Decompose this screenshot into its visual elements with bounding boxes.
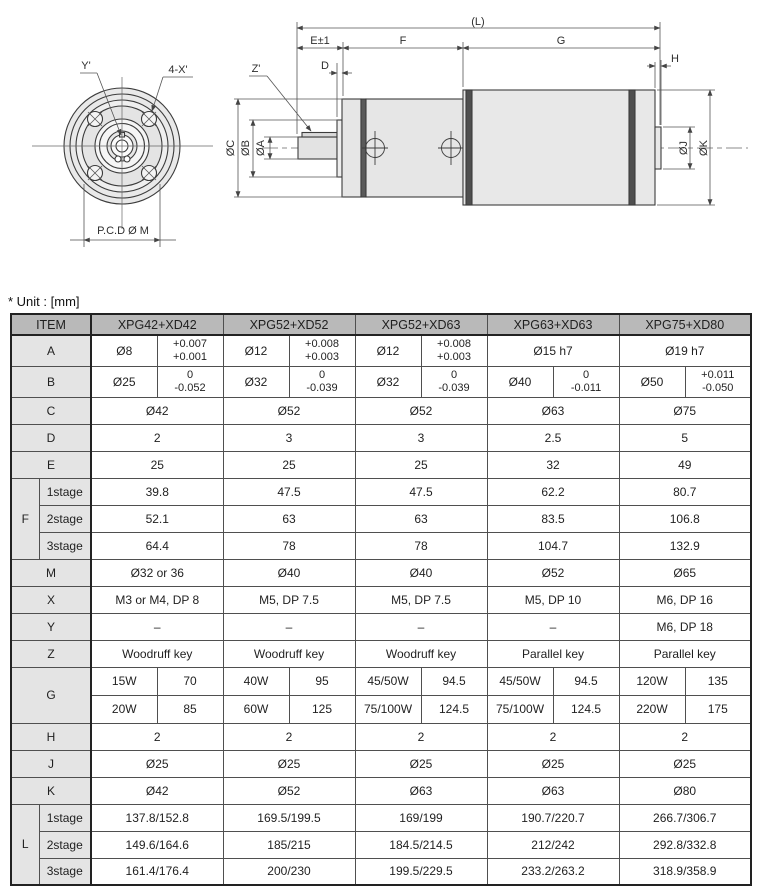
- value-cell: M5, DP 7.5: [355, 586, 487, 613]
- value-cell: M5, DP 10: [487, 586, 619, 613]
- value-cell: Ø25: [355, 750, 487, 777]
- value-cell: Ø40: [223, 559, 355, 586]
- item-cell: A: [11, 335, 91, 366]
- value-cell: Ø52: [487, 559, 619, 586]
- value-cell: 104.7: [487, 532, 619, 559]
- label-bolt-holes: 4-X': [168, 64, 188, 76]
- item-header-cell: ITEM: [11, 314, 91, 335]
- rear-boss: [655, 127, 661, 169]
- spec-table-body: [11, 335, 751, 885]
- value-cell: 185/215: [223, 831, 355, 858]
- value-cell: 47.5: [223, 478, 355, 505]
- value-cell: Ø15 h7: [487, 335, 619, 366]
- label-y-tap: Y': [81, 60, 91, 72]
- value-cell: M5, DP 7.5: [223, 586, 355, 613]
- row-E: [11, 451, 751, 478]
- label-key: Z': [251, 63, 261, 75]
- item-cell: L: [11, 804, 39, 885]
- gearmotor-drawing: [0, 0, 759, 292]
- value-cell: Ø42: [91, 397, 223, 424]
- item-cell: E: [11, 451, 91, 478]
- value-cell: Ø52: [355, 397, 487, 424]
- motor-front-ring: [466, 90, 472, 205]
- tolerance-cell: +0.008 +0.003: [289, 335, 355, 366]
- value-cell: 85: [157, 695, 223, 723]
- label-dim-f: F: [399, 35, 407, 47]
- row-A: [11, 335, 751, 366]
- value-cell: Ø25: [619, 750, 751, 777]
- model-header-cell: XPG52+XD63: [355, 314, 487, 335]
- value-cell: M6, DP 16: [619, 586, 751, 613]
- model-header-cell: XPG63+XD63: [487, 314, 619, 335]
- value-cell: Ø50: [619, 366, 685, 397]
- value-cell: 169.5/199.5: [223, 804, 355, 831]
- row-G-1: [11, 667, 751, 695]
- value-cell: 78: [355, 532, 487, 559]
- value-cell: 135: [685, 667, 751, 695]
- value-cell: 200/230: [223, 858, 355, 885]
- item-cell: Y: [11, 613, 91, 640]
- value-cell: 149.6/164.6: [91, 831, 223, 858]
- unit-note: * Unit : [mm]: [8, 294, 80, 309]
- value-cell: 106.8: [619, 505, 751, 532]
- value-cell: Ø75: [619, 397, 751, 424]
- value-cell: 120W: [619, 667, 685, 695]
- value-cell: Ø40: [355, 559, 487, 586]
- spec-table: [10, 313, 752, 886]
- value-cell: 70: [157, 667, 223, 695]
- value-cell: Ø42: [91, 777, 223, 804]
- value-cell: 199.5/229.5: [355, 858, 487, 885]
- spec-table-head: [11, 314, 751, 335]
- item-cell: B: [11, 366, 91, 397]
- item-cell: J: [11, 750, 91, 777]
- row-L-1stage: [11, 804, 751, 831]
- value-cell: M3 or M4, DP 8: [91, 586, 223, 613]
- value-cell: 161.4/176.4: [91, 858, 223, 885]
- value-cell: Woodruff key: [355, 640, 487, 667]
- row-D: [11, 424, 751, 451]
- value-cell: 3: [223, 424, 355, 451]
- value-cell: Ø32: [223, 366, 289, 397]
- value-cell: 78: [223, 532, 355, 559]
- value-cell: 32: [487, 451, 619, 478]
- value-cell: –: [223, 613, 355, 640]
- value-cell: Ø63: [355, 777, 487, 804]
- value-cell: 25: [223, 451, 355, 478]
- value-cell: Ø80: [619, 777, 751, 804]
- value-cell: Ø63: [487, 397, 619, 424]
- value-cell: Ø25: [487, 750, 619, 777]
- value-cell: 220W: [619, 695, 685, 723]
- item-cell: D: [11, 424, 91, 451]
- value-cell: Ø63: [487, 777, 619, 804]
- value-cell: 212/242: [487, 831, 619, 858]
- stage-label-cell: 1stage: [39, 804, 91, 831]
- value-cell: 25: [91, 451, 223, 478]
- gearbox-flange: [342, 99, 361, 197]
- value-cell: Woodruff key: [223, 640, 355, 667]
- value-cell: Ø32: [355, 366, 421, 397]
- model-header-cell: XPG52+XD52: [223, 314, 355, 335]
- item-cell: X: [11, 586, 91, 613]
- value-cell: 233.2/263.2: [487, 858, 619, 885]
- value-cell: M6, DP 18: [619, 613, 751, 640]
- value-cell: 39.8: [91, 478, 223, 505]
- value-cell: 64.4: [91, 532, 223, 559]
- value-cell: 45/50W: [487, 667, 553, 695]
- row-G-2: [11, 695, 751, 723]
- value-cell: 292.8/332.8: [619, 831, 751, 858]
- value-cell: Ø25: [91, 366, 157, 397]
- value-cell: 94.5: [553, 667, 619, 695]
- tolerance-cell: +0.007 +0.001: [157, 335, 223, 366]
- row-C: [11, 397, 751, 424]
- value-cell: 2: [91, 723, 223, 750]
- value-cell: 124.5: [421, 695, 487, 723]
- label-dim-e: E±1: [310, 35, 330, 47]
- row-X: [11, 586, 751, 613]
- value-cell: 63: [355, 505, 487, 532]
- output-shaft: [298, 137, 337, 159]
- row-F-2stage: [11, 505, 751, 532]
- value-cell: Ø52: [223, 777, 355, 804]
- value-cell: Woodruff key: [91, 640, 223, 667]
- value-cell: 2: [91, 424, 223, 451]
- value-cell: 63: [223, 505, 355, 532]
- value-cell: 80.7: [619, 478, 751, 505]
- value-cell: Ø12: [223, 335, 289, 366]
- row-L-3stage: [11, 858, 751, 885]
- value-cell: Ø25: [223, 750, 355, 777]
- label-dia-a: ØA: [255, 140, 267, 156]
- value-cell: Ø32 or 36: [91, 559, 223, 586]
- value-cell: 40W: [223, 667, 289, 695]
- technical-drawing: [0, 0, 759, 292]
- label-dim-d: D: [321, 60, 329, 72]
- value-cell: –: [487, 613, 619, 640]
- value-cell: 318.9/358.9: [619, 858, 751, 885]
- shaft-key: [302, 133, 337, 138]
- label-dim-h: H: [671, 53, 679, 65]
- value-cell: –: [91, 613, 223, 640]
- tolerance-cell: 0 -0.039: [289, 366, 355, 397]
- tolerance-cell: 0 -0.052: [157, 366, 223, 397]
- value-cell: 95: [289, 667, 355, 695]
- item-cell: G: [11, 667, 91, 723]
- value-cell: Parallel key: [487, 640, 619, 667]
- label-dim-g: G: [556, 35, 566, 47]
- value-cell: Ø52: [223, 397, 355, 424]
- row-J: [11, 750, 751, 777]
- row-M: [11, 559, 751, 586]
- value-cell: 137.8/152.8: [91, 804, 223, 831]
- motor-body: [463, 90, 655, 205]
- stage-label-cell: 1stage: [39, 478, 91, 505]
- value-cell: 49: [619, 451, 751, 478]
- value-cell: 132.9: [619, 532, 751, 559]
- row-F-3stage: [11, 532, 751, 559]
- value-cell: Ø12: [355, 335, 421, 366]
- value-cell: 169/199: [355, 804, 487, 831]
- value-cell: 60W: [223, 695, 289, 723]
- value-cell: Ø40: [487, 366, 553, 397]
- value-cell: 2: [619, 723, 751, 750]
- value-cell: 83.5: [487, 505, 619, 532]
- value-cell: 175: [685, 695, 751, 723]
- tolerance-cell: 0 -0.039: [421, 366, 487, 397]
- value-cell: 3: [355, 424, 487, 451]
- value-cell: 5: [619, 424, 751, 451]
- item-cell: F: [11, 478, 39, 559]
- tolerance-cell: 0 -0.011: [553, 366, 619, 397]
- row-Z: [11, 640, 751, 667]
- value-cell: 190.7/220.7: [487, 804, 619, 831]
- pilot-boss: [337, 120, 342, 177]
- row-Y: [11, 613, 751, 640]
- value-cell: 25: [355, 451, 487, 478]
- row-K: [11, 777, 751, 804]
- value-cell: 266.7/306.7: [619, 804, 751, 831]
- value-cell: 2.5: [487, 424, 619, 451]
- value-cell: 75/100W: [487, 695, 553, 723]
- value-cell: 2: [223, 723, 355, 750]
- value-cell: 20W: [91, 695, 157, 723]
- value-cell: Ø65: [619, 559, 751, 586]
- value-cell: 2: [487, 723, 619, 750]
- value-cell: 45/50W: [355, 667, 421, 695]
- header-row: [11, 314, 751, 335]
- value-cell: 94.5: [421, 667, 487, 695]
- stage-label-cell: 3stage: [39, 532, 91, 559]
- tolerance-cell: +0.008 +0.003: [421, 335, 487, 366]
- stage-label-cell: 2stage: [39, 505, 91, 532]
- item-cell: M: [11, 559, 91, 586]
- label-total-length: (L): [471, 16, 485, 28]
- item-cell: K: [11, 777, 91, 804]
- value-cell: Ø25: [91, 750, 223, 777]
- side-view: [234, 22, 748, 205]
- stage-label-cell: 2stage: [39, 831, 91, 858]
- item-cell: C: [11, 397, 91, 424]
- item-cell: Z: [11, 640, 91, 667]
- value-cell: 184.5/214.5: [355, 831, 487, 858]
- label-pcd: P.C.D Ø M: [97, 225, 149, 237]
- label-dia-k: ØK: [698, 140, 710, 156]
- label-dia-j: ØJ: [678, 140, 690, 156]
- value-cell: 75/100W: [355, 695, 421, 723]
- label-dia-b: ØB: [240, 140, 252, 156]
- value-cell: 15W: [91, 667, 157, 695]
- stage-label-cell: 3stage: [39, 858, 91, 885]
- row-B: [11, 366, 751, 397]
- tolerance-cell: +0.011 -0.050: [685, 366, 751, 397]
- row-F-1stage: [11, 478, 751, 505]
- value-cell: 2: [355, 723, 487, 750]
- value-cell: Ø8: [91, 335, 157, 366]
- front-view: [32, 73, 213, 247]
- label-dia-c: ØC: [225, 139, 237, 157]
- motor-rear-ring: [629, 90, 635, 205]
- value-cell: 124.5: [553, 695, 619, 723]
- model-header-cell: XPG42+XD42: [91, 314, 223, 335]
- value-cell: 125: [289, 695, 355, 723]
- item-cell: H: [11, 723, 91, 750]
- value-cell: 62.2: [487, 478, 619, 505]
- value-cell: Ø19 h7: [619, 335, 751, 366]
- row-L-2stage: [11, 831, 751, 858]
- model-header-cell: XPG75+XD80: [619, 314, 751, 335]
- value-cell: 47.5: [355, 478, 487, 505]
- value-cell: Parallel key: [619, 640, 751, 667]
- row-H: [11, 723, 751, 750]
- value-cell: 52.1: [91, 505, 223, 532]
- value-cell: –: [355, 613, 487, 640]
